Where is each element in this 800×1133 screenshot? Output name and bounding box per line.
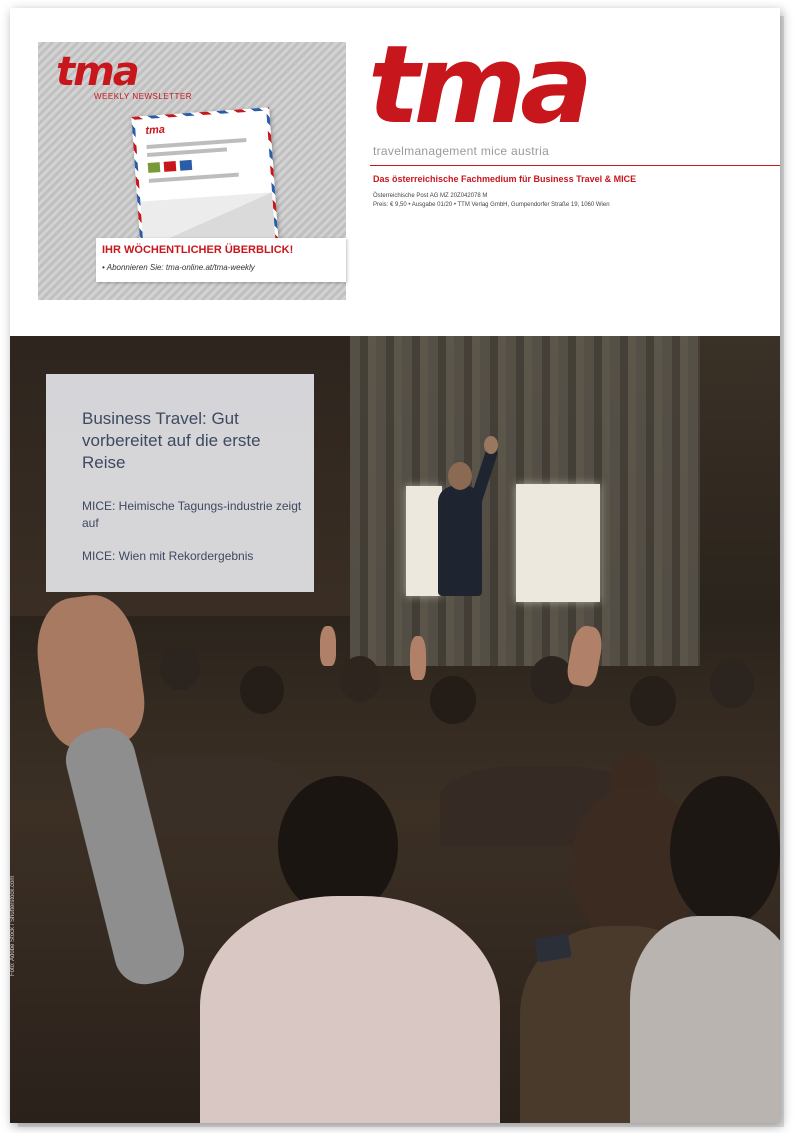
audience-head <box>240 666 284 714</box>
envelope-thumbnail <box>164 161 177 172</box>
envelope-thumbnail <box>148 162 161 173</box>
promo-logo: tma <box>56 49 138 95</box>
cover-photo <box>10 336 780 1123</box>
audience-head <box>160 646 200 690</box>
envelope-line <box>149 173 239 183</box>
masthead-tagline: travelmanagement mice austria <box>373 144 550 158</box>
raised-hand <box>410 636 426 680</box>
envelope-thumbnail <box>180 160 193 171</box>
postal-info-line: Preis: € 9,50 • Ausgabe 01/20 • TTM Verlag GmbH, Gumpendorfer Straße 19, 1060 Wien <box>373 202 610 208</box>
envelope-icon <box>131 107 278 252</box>
promo-banner-title: IHR WÖCHENTLICHER ÜBERBLICK! <box>102 244 294 256</box>
masthead-subtitle: Das österreichische Fachmedium für Business Travel & MICE <box>373 174 637 184</box>
envelope-logo: tma <box>145 123 166 138</box>
masthead-divider <box>370 165 780 166</box>
promo-logo-subtitle: WEEKLY NEWSLETTER <box>94 92 192 101</box>
cover-line-mice-vienna[interactable]: MICE: Wien mit Rekordergebnis <box>82 549 254 563</box>
promo-banner-subtitle: • Abonnieren Sie: tma-online.at/tma-weekly <box>102 263 255 272</box>
raised-hand <box>320 626 336 666</box>
flipchart-left <box>406 486 442 596</box>
cover-lines-box <box>46 374 314 592</box>
foreground-shirt <box>630 916 780 1123</box>
audience <box>10 636 780 1123</box>
promo-banner[interactable] <box>96 238 346 282</box>
envelope-line <box>146 138 246 149</box>
audience-head <box>430 676 476 724</box>
audience-head <box>630 676 676 726</box>
newsletter-promo[interactable] <box>38 42 346 300</box>
flipchart-right <box>516 484 600 602</box>
envelope-line <box>147 147 227 157</box>
postal-info-line: Österreichische Post AG MZ 20Z042078 M <box>373 193 488 199</box>
photo-credit: Foto: Adobe Stock / Shutterstock.com <box>10 875 16 976</box>
cover-line-mice-industry[interactable]: MICE: Heimische Tagungs-industrie zeigt auf <box>82 499 302 530</box>
magazine-cover <box>10 8 780 1123</box>
foreground-head <box>670 776 780 926</box>
masthead <box>10 8 780 336</box>
speaker-hand <box>484 436 498 454</box>
tma-logo: tma <box>368 23 588 148</box>
audience-head <box>340 656 380 702</box>
speaker-head <box>448 462 472 490</box>
foreground-head <box>278 776 398 916</box>
cover-headline[interactable]: Business Travel: Gut vorbereitet auf die erste Reise <box>82 409 261 472</box>
audience-head <box>710 660 754 708</box>
foreground-shirt <box>200 896 500 1123</box>
postal-info <box>373 192 610 210</box>
